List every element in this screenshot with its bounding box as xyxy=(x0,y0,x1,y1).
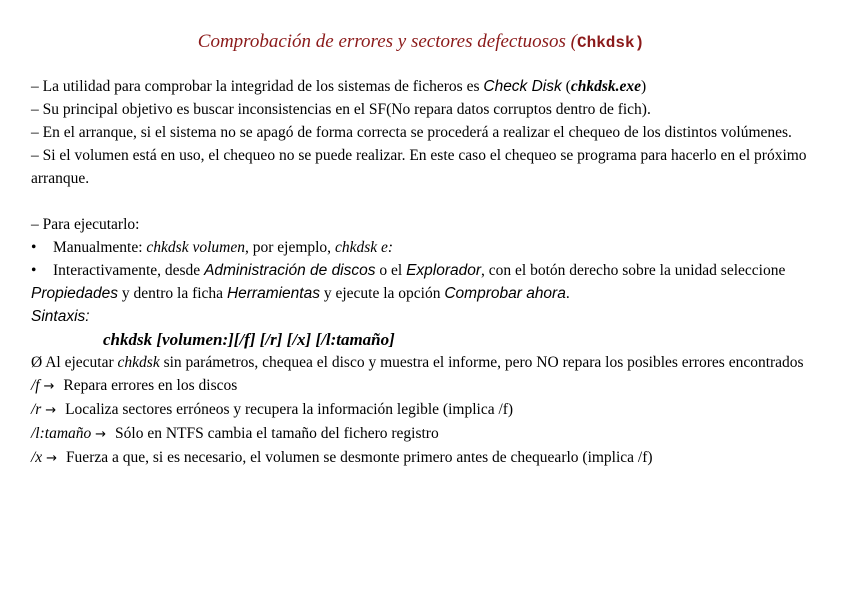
option-desc: Localiza sectores erróneos y recupera la información legible (implica /f) xyxy=(61,401,514,418)
term-explorador: Explorador xyxy=(406,262,482,279)
page-title xyxy=(0,31,842,53)
term-comprobar-ahora: Comprobar ahora xyxy=(444,285,566,302)
intro-1-text: – La utilidad para comprobar la integridad de los sistemas de ficheros es xyxy=(31,78,484,95)
bullet-manual xyxy=(31,236,821,259)
title-text: Comprobación de errores y sectores defectuosos ( xyxy=(197,31,577,52)
interactive-text: o el xyxy=(375,262,407,279)
syntax-line: chkdsk [volumen:][/f] [/r] [/x] [/l:tamaño] xyxy=(103,330,395,349)
option-desc: Repara errores en los discos xyxy=(59,377,238,394)
spacer xyxy=(31,190,821,213)
bullet-icon: • xyxy=(31,262,37,279)
arrow-bullet-icon: Ø xyxy=(31,354,43,371)
note-text: sin parámetros, chequea el disco y muestra el informe, pero NO repara los posibles errores encontrados xyxy=(159,354,804,371)
intro-line-4: – Si el volumen está en uso, el chequeo no se puede realizar. En este caso el chequeo se programa para hacerlo en el próximo arranque. xyxy=(31,147,807,187)
right-arrow-icon: → xyxy=(45,403,57,418)
right-arrow-icon: → xyxy=(95,427,107,442)
option-desc: Fuerza a que, si es necesario, el volumen se desmonte primero antes de chequearlo (implica /f) xyxy=(62,449,653,466)
syntax-label: Sintaxis: xyxy=(31,308,90,325)
intro-line-1 xyxy=(31,75,821,98)
manual-cmd-1: chkdsk volumen xyxy=(146,239,245,256)
term-propiedades: Propiedades xyxy=(31,285,119,302)
option-desc: Sólo en NTFS cambia el tamaño del fichero registro xyxy=(111,425,439,442)
title-code: Chkdsk) xyxy=(577,34,645,52)
interactive-text: , con el botón derecho sobre la unidad seleccione xyxy=(481,262,786,279)
note-text: Al ejecutar xyxy=(42,354,118,371)
option-l xyxy=(31,422,821,446)
interactive-text: y ejecute la opción xyxy=(319,285,445,302)
term-herramientas: Herramientas xyxy=(226,285,320,302)
option-flag: /x xyxy=(31,449,43,466)
option-r xyxy=(31,398,821,422)
option-flag: /l:tamaño xyxy=(31,425,92,442)
intro-line-3: – En el arranque, si el sistema no se apagó de forma correcta se procederá a realizar el chequeo de los distintos volúmenes. xyxy=(31,124,792,141)
chkdsk-exe-term: chkdsk.exe xyxy=(570,78,641,95)
check-disk-term: Check Disk xyxy=(483,78,562,95)
option-x xyxy=(31,446,821,470)
option-flag: /f xyxy=(31,377,40,394)
intro-line-2: – Su principal objetivo es buscar inconsistencias en el SF(No repara datos corruptos dentro de fich). xyxy=(31,101,651,118)
interactive-text: y dentro la ficha xyxy=(118,285,227,302)
intro-1-paren: ( xyxy=(561,78,571,95)
interactive-text: Interactivamente, desde xyxy=(53,262,205,279)
bullet-interactive xyxy=(31,259,821,305)
option-flag: /r xyxy=(31,401,42,418)
manual-cmd-2: chkdsk e: xyxy=(334,239,394,256)
term-admin-discos: Administración de discos xyxy=(204,262,376,279)
right-arrow-icon: → xyxy=(43,379,55,394)
option-f xyxy=(31,374,821,398)
document-body xyxy=(31,75,821,470)
interactive-text: . xyxy=(565,285,570,302)
bullet-icon: • xyxy=(31,239,37,256)
manual-label: Manualmente: xyxy=(53,239,147,256)
note-line xyxy=(31,351,821,374)
execute-heading: – Para ejecutarlo: xyxy=(31,216,140,233)
manual-mid: , por ejemplo, xyxy=(244,239,335,256)
right-arrow-icon: → xyxy=(46,451,57,466)
intro-1-close: ) xyxy=(640,78,647,95)
note-cmd: chkdsk xyxy=(117,354,160,371)
